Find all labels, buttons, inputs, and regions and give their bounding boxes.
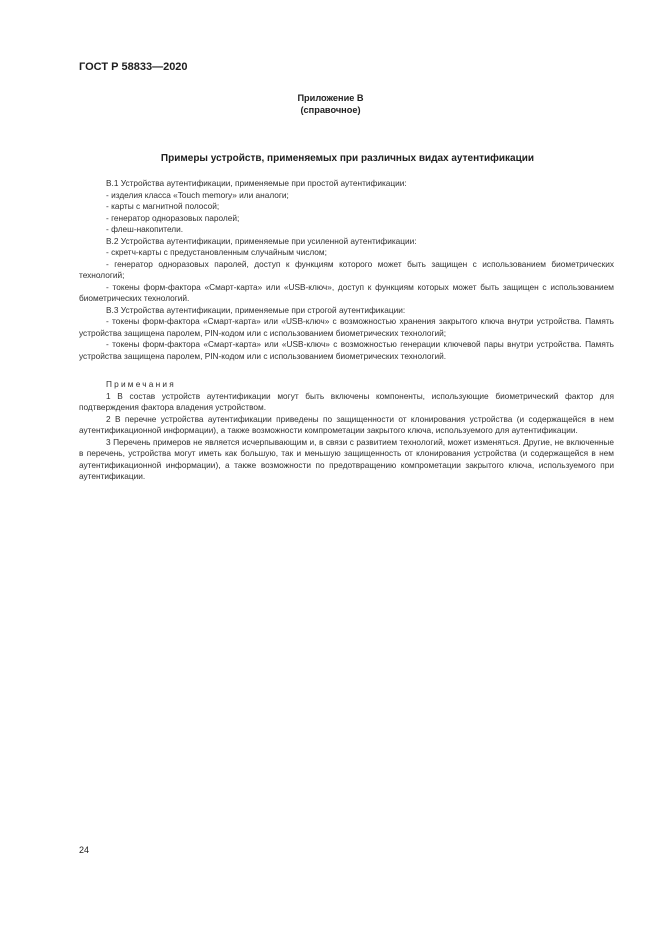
annex-title: Приложение В — [297, 93, 364, 103]
list-item: - генератор одноразовых паролей; — [106, 212, 240, 223]
document-body — [79, 178, 614, 362]
standard-code: ГОСТ Р 58833—2020 — [79, 61, 188, 73]
section-b1-title: В.1 Устройства аутентификации, применяемые при простой аутентификации: — [106, 178, 407, 188]
page-number: 24 — [79, 845, 90, 855]
note-item: 3 Перечень примеров не является исчерпывающим и, в связи с развитием технологий, может изменяться. Другие, не включенные в перечень, устройства могут иметь как большую, так и меньшую защищенность от клонирования устройства (и содержащейся в нем аутентификационной информации), а также возможности по предотвращению компрометации закрытого ключа, используемого при аутентификации. — [79, 436, 614, 481]
section-b3-title: В.3 Устройства аутентификации, применяемые при строгой аутентификации: — [106, 304, 406, 315]
list-item: - карты с магнитной полосой; — [106, 201, 220, 211]
note-item: 1 В состав устройств аутентификации могут быть включены компоненты, использующие биометрический фактор для подтверждения фактора владения устройством. — [79, 390, 614, 412]
list-item: - генератор одноразовых паролей, доступ к функциям которого может быть защищен с использованием биометрических технологий; — [79, 258, 614, 280]
note-item: 2 В перечне устройства аутентификации приведены по защищенности от клонирования устройства (и содержащейся в нем аутентификационной информации), а также возможности компрометации закрытого ключа, используемого для аутентификации. — [79, 413, 614, 435]
list-item: - токены форм-фактора «Смарт-карта» или «USB-ключ» с возможностью хранения закрытого ключа внутри устройства. Память устройства защищена паролем, PIN-кодом или с использованием биометрических технологий; — [79, 316, 614, 338]
list-item: - токены форм-фактора «Смарт-карта» или «USB-ключ» с возможностью генерации ключевой пары внутри устройства. Память устройства защищена паролем, PIN-кодом или с использованием биометрических технологий. — [79, 339, 614, 361]
list-item: - изделия класса «Touch memory» или аналоги; — [106, 189, 289, 200]
section-b2-title: В.2 Устройства аутентификации, применяемые при усиленной аутентификации: — [106, 235, 417, 246]
list-item: - скретч-карты с предустановленным случайным числом; — [106, 247, 327, 257]
list-item: - флеш-накопители. — [106, 224, 184, 234]
notes-block — [79, 379, 614, 483]
notes-title: Примечания — [106, 379, 176, 389]
annex-subtitle: (справочное) — [300, 105, 361, 115]
list-item: - токены форм-фактора «Смарт-карта» или «USB-ключ», доступ к функциям которых может быть защищен с использованием биометрических технологий. — [79, 281, 614, 303]
page-heading: Примеры устройств, применяемых при различных видах аутентификации — [160, 153, 535, 164]
